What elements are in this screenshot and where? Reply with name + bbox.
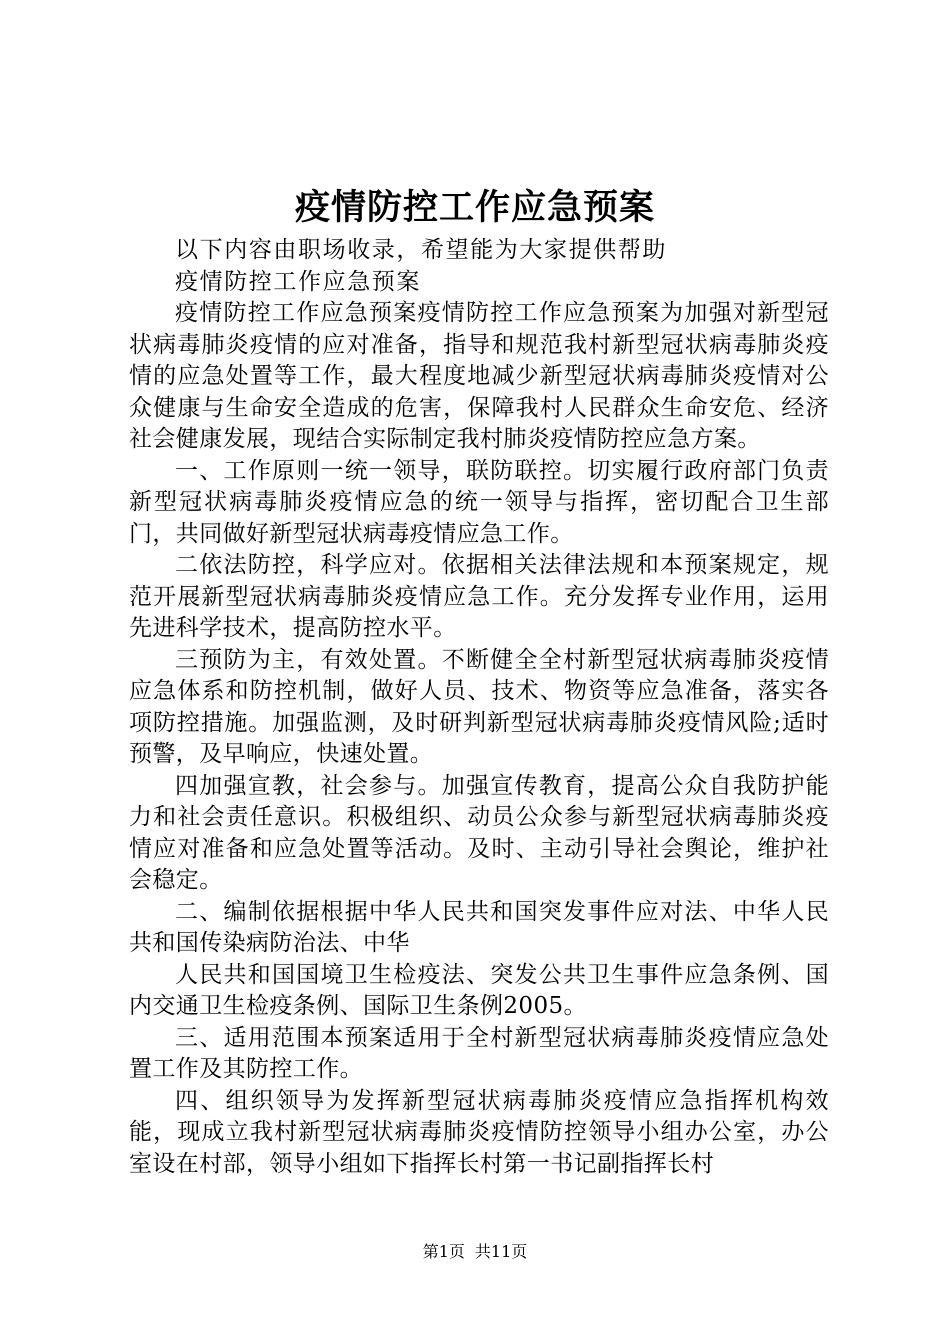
- document-body: [129, 235, 829, 1180]
- page-footer: [0, 1241, 950, 1263]
- paragraph: 二、编制依据根据中华人民共和国突发事件应对法、中华人民共和国传染病防治法、中华: [129, 898, 829, 956]
- paragraph: 四、组织领导为发挥新型冠状病毒肺炎疫情应急指挥机构效能，现成立我村新型冠状病毒肺炎疫情防控领导小组办公室，办公室设在村部，领导小组如下指挥长村第一书记副指挥长村: [129, 1087, 829, 1177]
- page-total: 共11页: [474, 1242, 528, 1261]
- paragraph: 疫情防控工作应急预案疫情防控工作应急预案为加强对新型冠状病毒肺炎疫情的应对准备，指导和规范我村新型冠状病毒肺炎疫情的应急处置等工作，最大程度地减少新型冠状病毒肺炎疫情对公众健康与生命安全造成的危害，保障我村人民群众生命安危、经济社会健康发展，现结合实际制定我村肺炎疫情防控应急方案。: [129, 300, 829, 452]
- paragraph: 一、工作原则一统一领导，联防联控。切实履行政府部门负责新型冠状病毒肺炎疫情应急的统一领导与指挥，密切配合卫生部门，共同做好新型冠状病毒疫情应急工作。: [129, 457, 829, 547]
- paragraph: 三、适用范围本预案适用于全村新型冠状病毒肺炎疫情应急处置工作及其防控工作。: [129, 1024, 829, 1082]
- paragraph: 三预防为主，有效处置。不断健全全村新型冠状病毒肺炎疫情应急体系和防控机制，做好人员、技术、物资等应急准备，落实各项防控措施。加强监测，及时研判新型冠状病毒肺炎疫情风险;适时预警，及早响应，快速处置。: [129, 646, 829, 767]
- paragraph-subtitle: 疫情防控工作应急预案: [175, 268, 421, 295]
- paragraph: 二依法防控，科学应对。依据相关法律法规和本预案规定，规范开展新型冠状病毒肺炎疫情应急工作。充分发挥专业作用，运用先进科学技术，提高防控水平。: [129, 552, 829, 641]
- page-number: 第1页: [422, 1242, 465, 1261]
- paragraph: 四加强宣教，社会参与。加强宣传教育，提高公众自我防护能力和社会责任意识。积极组织、动员公众参与新型冠状病毒肺炎疫情应对准备和应急处置等活动。及时、主动引导社会舆论，维护社会稳定。: [129, 772, 829, 893]
- document-title: 疫情防控工作应急预案: [294, 187, 655, 228]
- paragraph-intro: 以下内容由职场收录，希望能为大家提供帮助: [175, 237, 667, 263]
- paragraph: 人民共和国国境卫生检疫法、突发公共卫生事件应急条例、国内交通卫生检疫条例、国际卫生条例2005。: [129, 961, 829, 1019]
